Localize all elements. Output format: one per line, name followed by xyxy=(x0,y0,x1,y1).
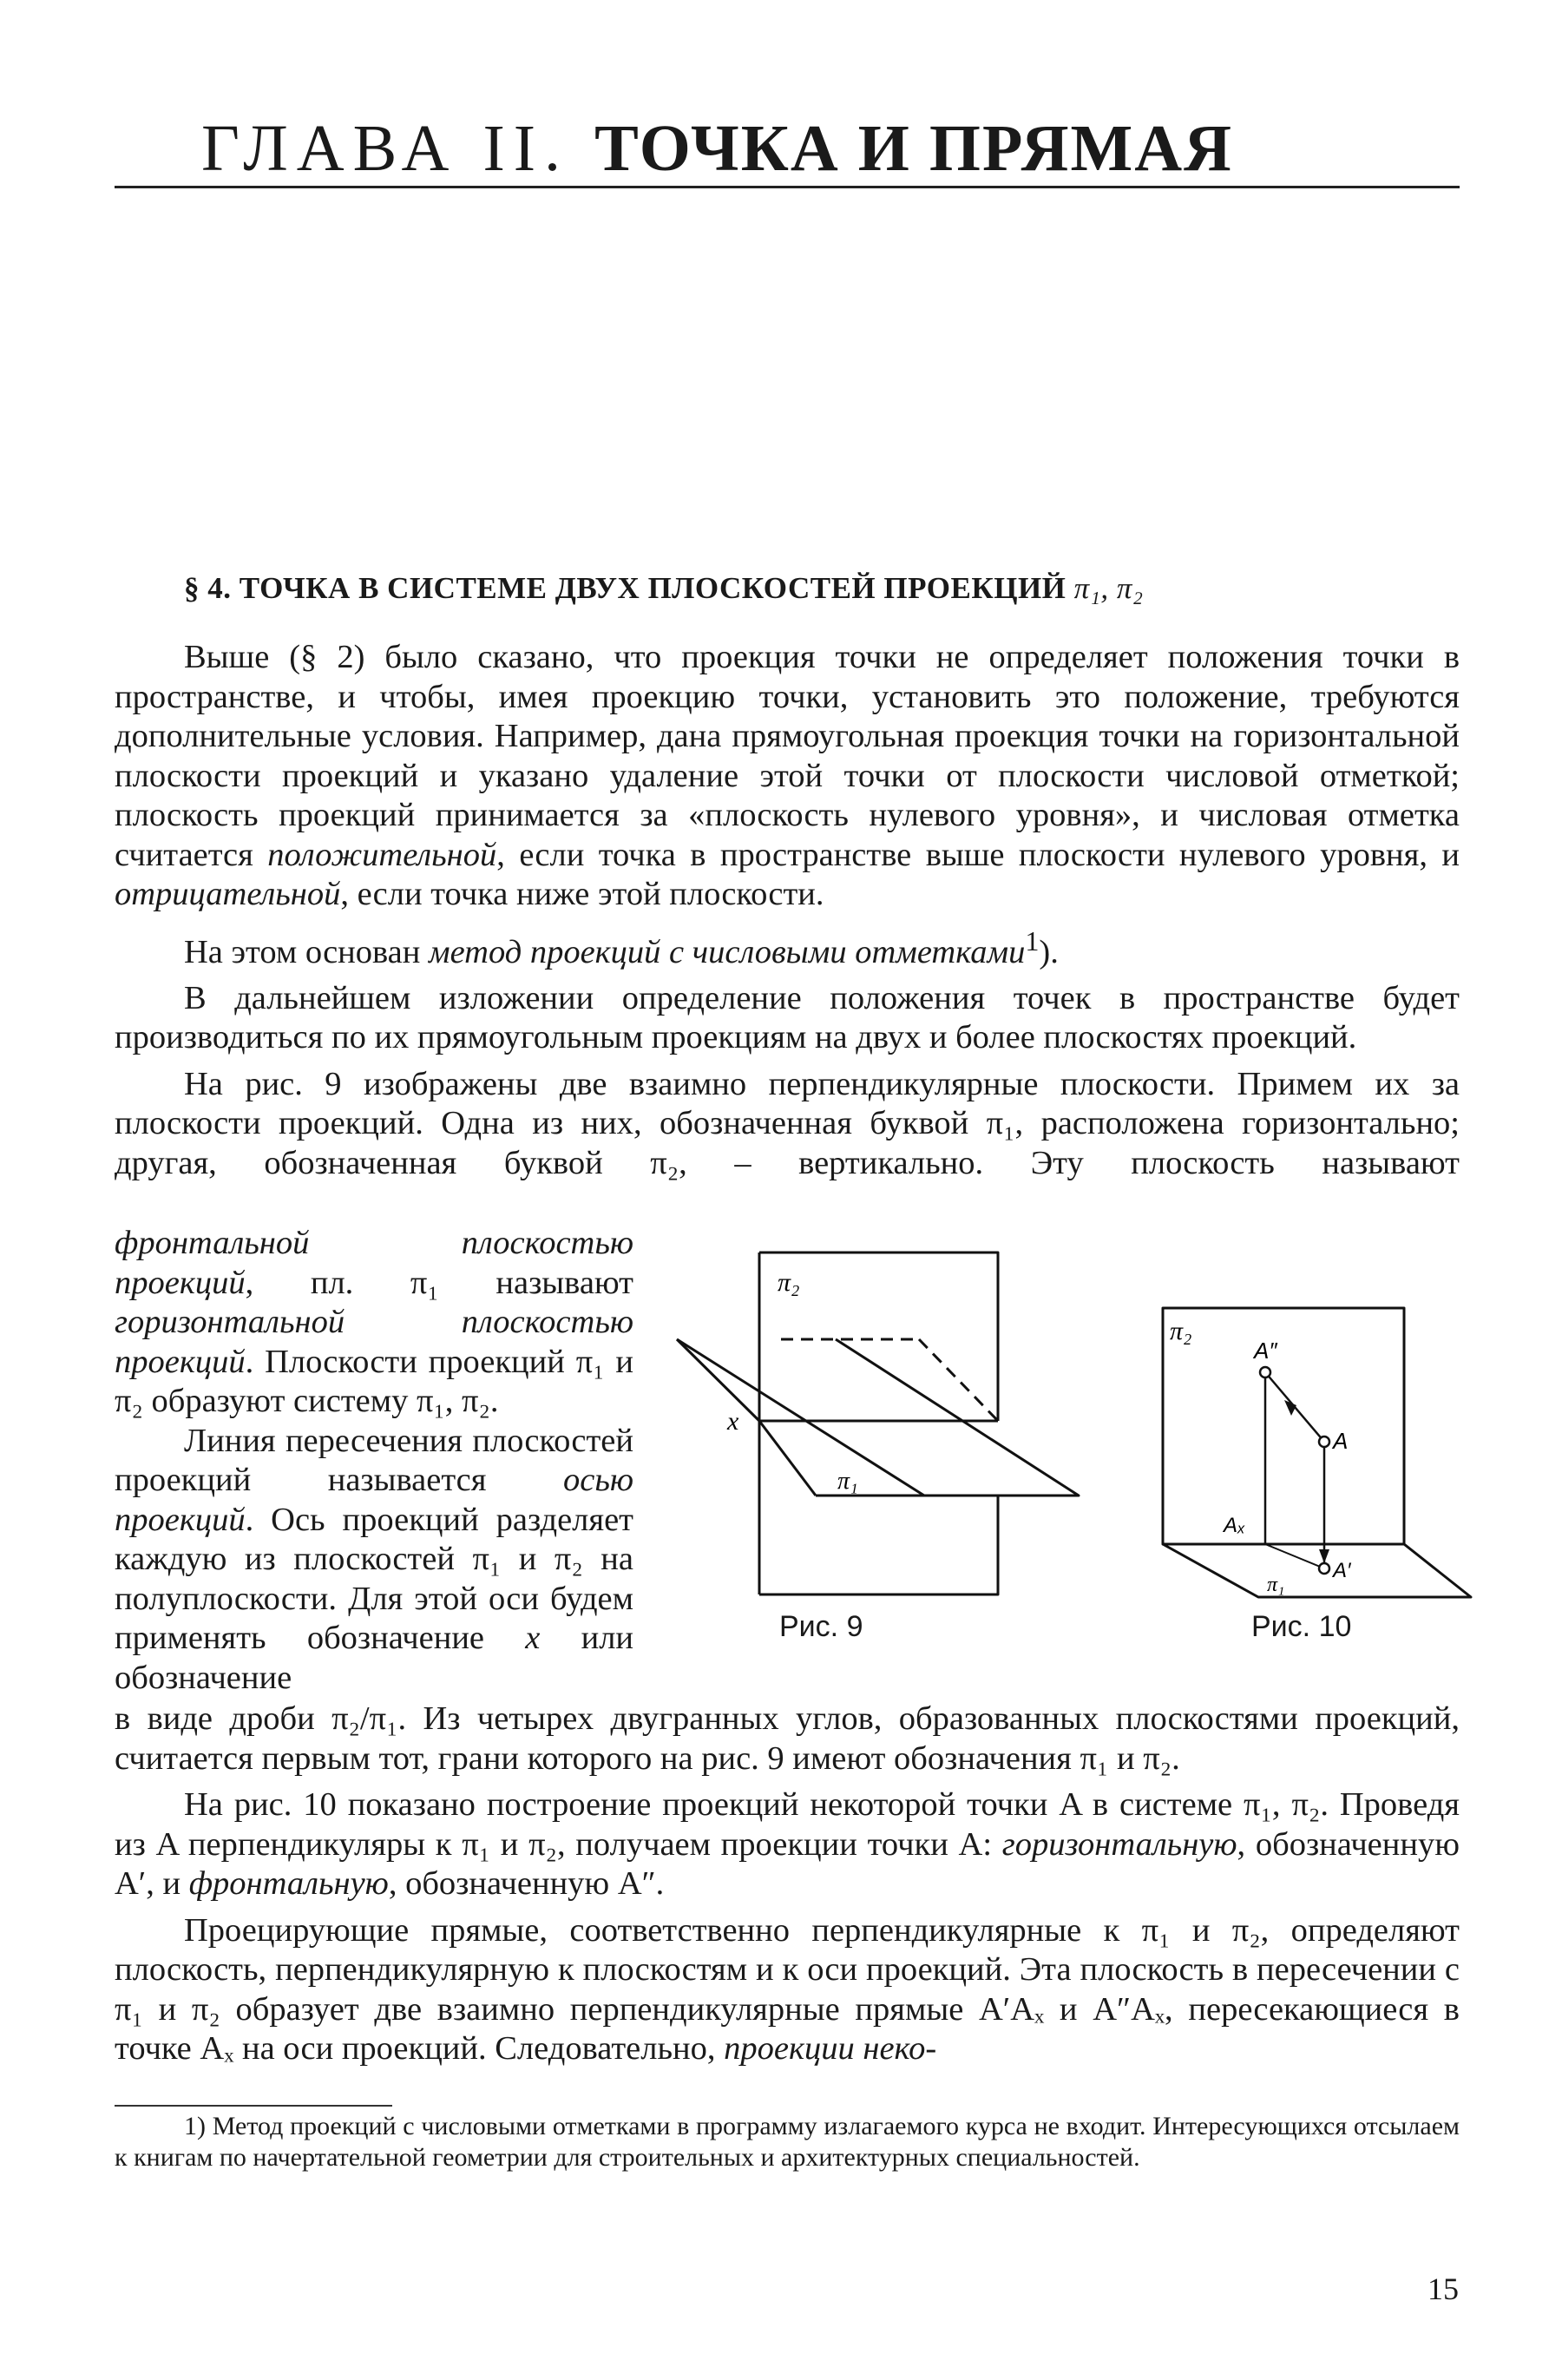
chapter-heading xyxy=(201,111,1233,187)
figure-10-drawing xyxy=(1128,1298,1475,1610)
plane-pi2-bottom xyxy=(759,1496,998,1594)
paragraph-4-continued: фронтальной плоскостью проекций, пл. π₁ называют горизонтальной плоскостью проекций. Плоскости проекций π₁ и π₂ образуют систему π₁, π₂. xyxy=(115,1225,633,1419)
fig10-plane-pi2 xyxy=(1163,1308,1404,1544)
body-text-top xyxy=(115,638,1460,1183)
footnote-marker: 1 xyxy=(184,2112,197,2140)
figure-10-caption: Рис. 10 xyxy=(1251,1610,1352,1643)
fig10-point-A1 xyxy=(1319,1563,1329,1574)
paragraph-4: На рис. 9 изображены две взаимно перпендикулярные плоскости. Примем их за плоскости проекций. Одна из них, обозначенная буквой π₁, расположена горизонтально; другая, обозначенная буквой π₂, – вертикально. Эту плоскость называют xyxy=(115,1065,1460,1181)
footnote-divider xyxy=(115,2105,392,2107)
chapter-title: ТОЧКА И ПРЯМАЯ xyxy=(594,112,1233,185)
fig9-label-x: x xyxy=(727,1407,739,1436)
paragraph-5-continued: в виде дроби π₂/π₁. Из четырех двугранных углов, образованных плоскостями проекций, считается первым тот, грани которого на рис. 9 имеют обозначения π₁ и π₂. xyxy=(115,1700,1460,1777)
axis-connector xyxy=(677,1339,759,1421)
page-number: 15 xyxy=(1427,2272,1459,2306)
section-heading xyxy=(184,571,1144,606)
section-symbols: π₁, π₂ xyxy=(1073,571,1144,605)
body-text-wrap xyxy=(115,1224,633,1698)
hidden-edge-right xyxy=(919,1339,998,1421)
paragraph-5: Линия пересечения плоскостей проекций называется осью проекций. Ось проекций разделяет каждую из плоскостей π₁ и π₂ на полуплоскости. Для этой оси будем применять обозначение x или обозначение xyxy=(115,1422,634,1696)
fig10-label-pi1: π₁ xyxy=(1267,1574,1285,1596)
figure-10 xyxy=(1128,1298,1475,1610)
fig10-point-A xyxy=(1319,1437,1329,1447)
footnote-ref: 1 xyxy=(1025,924,1040,957)
figure-9-drawing xyxy=(668,1237,1102,1627)
footnote-text: ) Метод проекций с числовыми отметками в программу излагаемого курса не входит. Интересующихся отсылаем к книгам по начертательной геометрии для строительных и архитектурных специальностей. xyxy=(115,2112,1460,2172)
fig10-label-A: A xyxy=(1333,1428,1349,1454)
paragraph-2: На этом основан метод проекций с числовыми отметками$^1$). xyxy=(184,924,1059,970)
figure-9 xyxy=(668,1237,1102,1627)
fig10-label-pi2: π₂ xyxy=(1170,1317,1192,1345)
chapter-divider xyxy=(115,186,1460,188)
figure-9-caption: Рис. 9 xyxy=(779,1610,863,1643)
body-text-bottom xyxy=(115,1700,1460,2069)
paragraph-1: Выше (§ 2) было сказано, что проекция точки не определяет положения точки в пространстве, и чтобы, имея проекцию точки, установить это положение, требуются дополнительные условия. Например, дана прямоугольная проекция точки на горизонтальной плоскости проекций и указано удаление этой точки от плоскости числовой отметкой; плоскость проекций принимается за «плоскость нулевого уровня», и числовая отметка считается положительной, если точка в пространстве выше плоскости нулевого уровня, и отрицательной, если точка ниже этой плоскости. xyxy=(115,639,1460,912)
fig10-label-Ax: Aₓ xyxy=(1224,1514,1246,1537)
fig10-point-A2 xyxy=(1260,1367,1270,1377)
fig9-label-pi2: π₂ xyxy=(778,1268,800,1297)
fig10-label-A2: A″ xyxy=(1254,1338,1277,1364)
fig10-plane-pi1 xyxy=(1163,1544,1471,1597)
paragraph-3: В дальнейшем изложении определение положения точек в пространстве будет производиться по их прямоугольным проекциям на двух и более плоскостях проекций. xyxy=(115,979,1460,1056)
fig9-label-pi1: π₁ xyxy=(837,1468,858,1495)
chapter-prefix: ГЛАВА II. xyxy=(201,112,570,185)
fig10-label-A1: A′ xyxy=(1333,1559,1351,1582)
paragraph-6: На рис. 10 показано построение проекций некоторой точки A в системе π₁, π₂. Проведя из A перпендикуляры к π₁ и π₂, получаем проекции точки A: горизонтальную, обозначенную A′, и фронтальную, обозначенную A″. xyxy=(115,1786,1460,1902)
fig10-line-Ax-A1 xyxy=(1265,1544,1324,1568)
axis-connector-lower xyxy=(759,1421,816,1496)
fig10-arrow-to-A1 xyxy=(1319,1549,1329,1563)
paragraph-7: Проецирующие прямые, соответственно перпендикулярные к π₁ и π₂, определяют плоскость, перпендикулярную к плоскостям и к оси проекций. Эта плоскость в пересечении с π₁ и π₂ образует две взаимно перпендикулярные прямые A′Aₓ и A″Aₓ, пересекающиеся в точке Aₓ на оси проекций. Следовательно, проекции неко- xyxy=(115,1911,1460,2067)
section-title: § 4. ТОЧКА В СИСТЕМЕ ДВУХ ПЛОСКОСТЕЙ ПРОЕКЦИЙ xyxy=(184,571,1066,605)
footnote xyxy=(115,2111,1460,2173)
